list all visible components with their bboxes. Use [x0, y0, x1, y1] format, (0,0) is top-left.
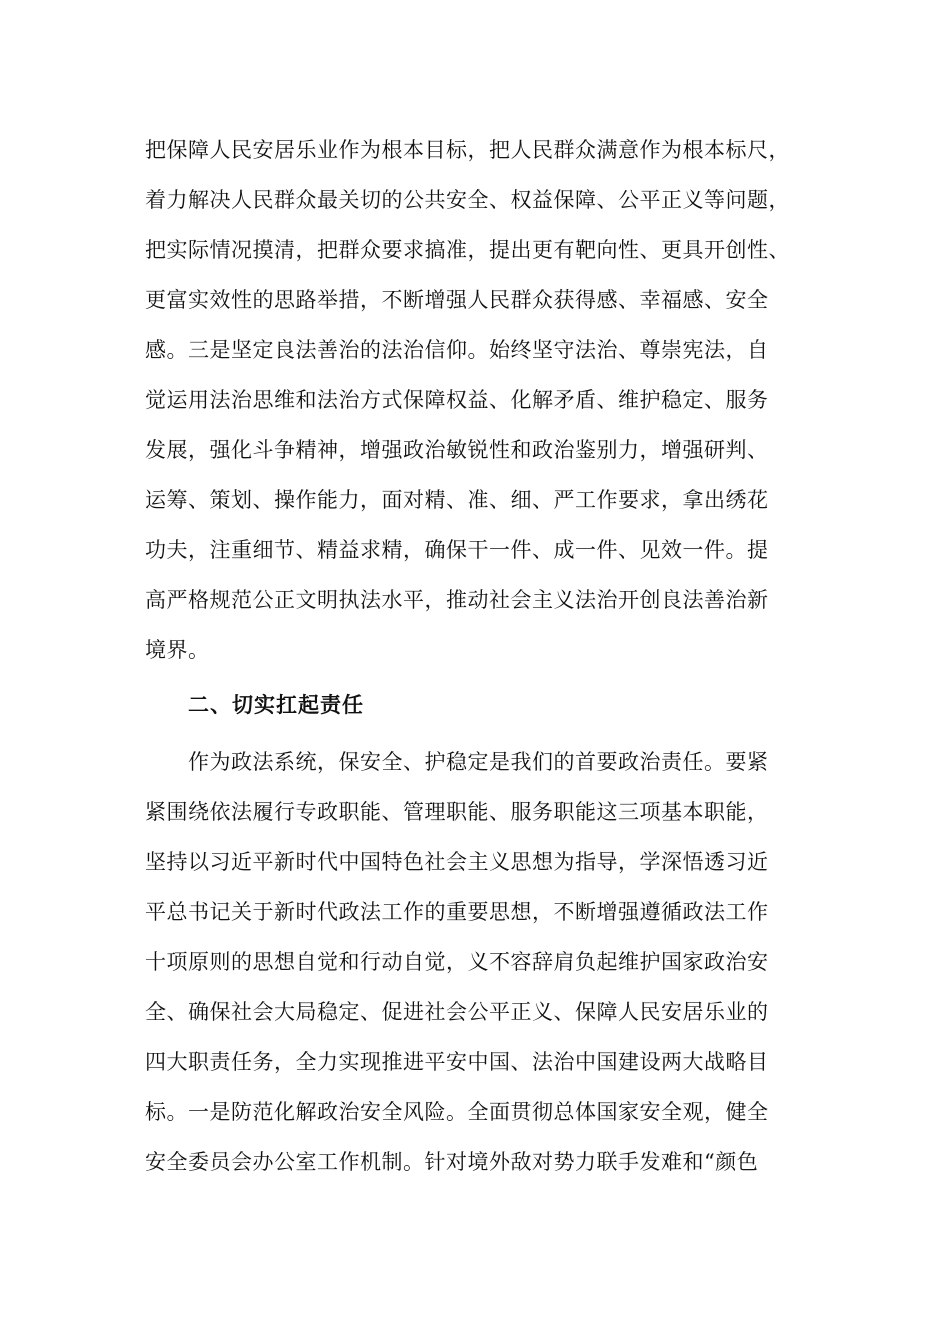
paragraph-line: 全、确保社会大局稳定、促进社会公平正义、保障人民安居乐业的 — [145, 1000, 769, 1024]
paragraph-line: 发展，强化斗争精神，增强政治敏锐性和政治鉴别力，增强研判、 — [145, 438, 769, 462]
paragraph-line: 紧围绕依法履行专政职能、管理职能、服务职能这三项基本职能， — [145, 800, 769, 824]
paragraph-line-first: 作为政法系统，保安全、护稳定是我们的首要政治责任。要紧 — [188, 750, 769, 774]
paragraph-line: 把实际情况摸清，把群众要求搞准，提出更有靶向性、更具开创性、 — [145, 238, 790, 262]
paragraph-line: 更富实效性的思路举措，不断增强人民群众获得感、幸福感、安全 — [145, 288, 769, 312]
paragraph-line: 坚持以习近平新时代中国特色社会主义思想为指导，学深悟透习近 — [145, 850, 769, 874]
paragraph-line: 四大职责任务，全力实现推进平安中国、法治中国建设两大战略目 — [145, 1050, 769, 1074]
paragraph-line: 运筹、策划、操作能力，面对精、准、细、严工作要求，拿出绣花 — [145, 488, 769, 512]
paragraph-responsibility — [145, 737, 810, 1187]
paragraph-line: 标。一是防范化解政治安全风险。全面贯彻总体国家安全观，健全 — [145, 1100, 769, 1124]
paragraph-line: 十项原则的思想自觉和行动自觉，义不容辞肩负起维护国家政治安 — [145, 950, 769, 974]
paragraph-line: 觉运用法治思维和法治方式保障权益、化解矛盾、维护稳定、服务 — [145, 388, 769, 412]
paragraph-line: 着力解决人民群众最关切的公共安全、权益保障、公平正义等问题， — [145, 188, 790, 212]
paragraph-line: 感。三是坚定良法善治的法治信仰。始终坚守法治、尊崇宪法，自 — [145, 338, 769, 362]
paragraph-continued — [145, 125, 810, 675]
section-heading: 二、切实扛起责任 — [188, 692, 364, 717]
paragraph-line: 高严格规范公正文明执法水平，推动社会主义法治开创良法善治新 — [145, 588, 769, 612]
paragraph-line: 境界。 — [145, 638, 210, 662]
paragraph-line: 平总书记关于新时代政法工作的重要思想，不断增强遵循政法工作 — [145, 900, 769, 924]
paragraph-line: 把保障人民安居乐业作为根本目标，把人民群众满意作为根本标尺， — [145, 138, 790, 162]
paragraph-line: 安全委员会办公室工作机制。针对境外敌对势力联手发难和“颜色 — [145, 1150, 759, 1174]
paragraph-line: 功夫，注重细节、精益求精，确保干一件、成一件、见效一件。提 — [145, 538, 769, 562]
